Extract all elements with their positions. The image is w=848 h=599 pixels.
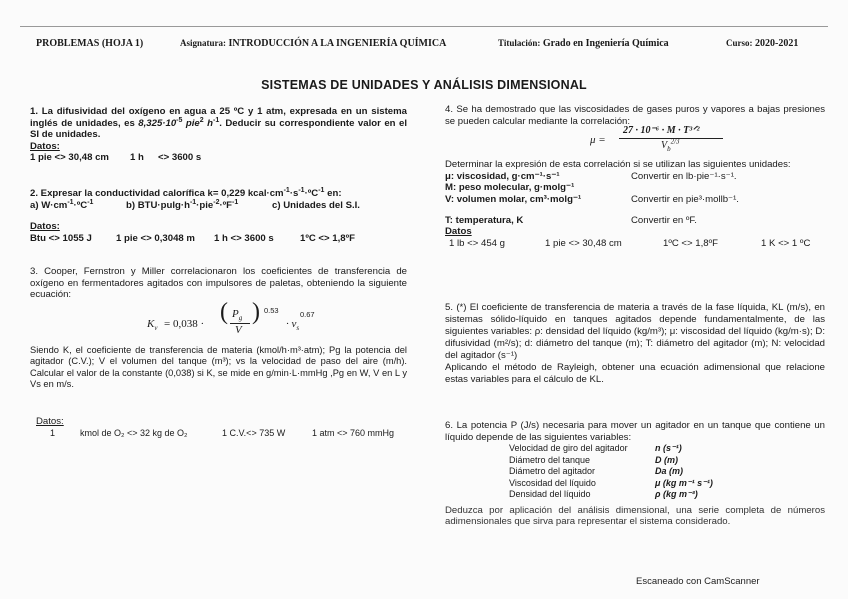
problem-2-dato: Btu <> 1055 J (30, 232, 92, 244)
p6-var (509, 478, 825, 490)
p6-var-sym: n (s⁻¹) (655, 443, 682, 454)
p6-var-sym: μ (kg m⁻¹ s⁻¹) (655, 477, 713, 488)
problem-3-datos-label: Datos: (36, 416, 64, 427)
problem-6 (445, 420, 825, 528)
page-title: SISTEMAS DE UNIDADES Y ANÁLISIS DIMENSIONAL (261, 78, 587, 92)
p6-var-name: Diámetro del tanque (509, 454, 591, 465)
problem-1-dato: 1 h (130, 152, 144, 164)
header-course-label: Curso: (726, 38, 753, 48)
problem-3-dato: kmol de O₂ <> 32 kg de O₂ (80, 427, 188, 438)
header-degree (498, 38, 669, 49)
problem-1-datos-label: Datos: (30, 140, 60, 152)
problem-4-equation (445, 127, 825, 159)
problem-3-desc: Siendo K, el coeficiente de transferencia de materia (kmol/h·m³·atm); Pg la potencia del agitador (C.V.); V el volumen del tanque (m³); vs la velocidad de paso del aire (m/h). Calcular el valor de la constante (0,038) si K, se mide en g/min·L·mmHg ,Pg en W, V en L y Vs en m/s. (30, 344, 407, 390)
problem-4-dato: 1 K <> 1 ºC (761, 237, 811, 249)
eq-const: = 0,038 · (164, 317, 205, 330)
eq-num: $P_g$ (232, 307, 243, 322)
problem-1-dato: 1 pie <> 30,48 cm (30, 152, 109, 164)
problem-3-dato: 1 (50, 427, 56, 438)
eq-lhs: $K_v$ (147, 317, 158, 332)
eq-num-p: P (232, 307, 239, 320)
problem-2-text: 2. Expresar la conductividad calorífica k= 0,229 $kcal\cdot cm^{-1}\cdot s^{-1}\cdot ºC^{-1}$ en: (30, 186, 342, 199)
problem-1-dato: <> 3600 s (158, 152, 202, 164)
p6-var-name: Velocidad de giro del agitador (509, 443, 628, 454)
p6-var (509, 455, 825, 467)
problem-2-option-a: a) $W\cdot cm^{-1}\cdot ºC^{-1}$ (30, 198, 94, 211)
problem-6-intro: 6. La potencia P (J/s) necesaria para mover un agitador en un tanque que contiene un líquido depende de las siguientes variables: (445, 420, 825, 443)
scanner-watermark: Escaneado con CamScanner (636, 576, 760, 587)
problem-2-text-c: ·ºC (304, 188, 319, 199)
problem-4-intro: 4. Se ha demostrado que las viscosidades de gases puros y vapores a bajas presiones se pueden calcular mediante la correlación: (445, 104, 825, 127)
problem-4-dato: 1ºC <> 1,8ºF (663, 237, 719, 249)
problem-2-dato: 1 pie <> 0,3048 m (116, 232, 195, 244)
problem-1-exp: -5 (176, 116, 183, 124)
problem-3 (30, 266, 407, 391)
problem-1-text: 1. La difusividad del oxígeno en agua a 25 ºC y 1 atm, expresada en un sistema inglés de unidades, es $8,325\cdot 10^{-5}$ pie$^2$ $h^{-1}$. Deducir su correspondiente valor en el SI de unidades. (30, 106, 407, 141)
p4-row (445, 171, 825, 183)
header-course (726, 38, 798, 49)
header-subject-label: Asignatura: (180, 38, 227, 48)
p6-var-name: Viscosidad del líquido (509, 477, 596, 488)
problem-3-equation (30, 298, 407, 345)
eq-v: · $v_s$ (286, 317, 300, 332)
header-degree-value: Grado en Ingeniería Química (542, 38, 669, 49)
p4-row-left: V: volumen molar, cm³·molg⁻¹ (445, 193, 582, 205)
p6-var-name: Diámetro del agitador (509, 466, 596, 477)
p4-row-right: Convertir en ºF. (631, 214, 697, 226)
problem-3-dato: 1 atm <> 760 mmHg (312, 427, 395, 438)
problem-1-value: 8,325·10 (138, 117, 177, 129)
problem-5-text2: Aplicando el método de Rayleigh, obtener una ecuación adimensional que relacione estas variables para el cálculo de KL. (445, 362, 825, 385)
problem-2 (30, 188, 407, 244)
problem-3-intro: 3. Cooper, Fernstron y Miller correlacionaron los coeficientes de transferencia de oxígeno en fermentadores agitados con impulsores de paletas, obteniendo la siguiente ecuación: (30, 266, 407, 301)
eq4-den-v: V (661, 140, 668, 152)
eq-paren-open: ( (220, 298, 228, 325)
problem-4-datos-label: Datos (445, 226, 472, 238)
problem-1-text-b: . Deducir su correspondiente valor en el SI de unidades. (30, 117, 407, 141)
problem-2-options (30, 200, 407, 212)
eq4-num: 27 · 10⁻⁶ · M · T³ᐟ² (623, 125, 700, 137)
problem-1-units2: h (203, 117, 213, 129)
p4-row-left: μ: viscosidad, g·cm⁻¹·s⁻¹ (445, 170, 560, 182)
problem-5-text: 5. (*) El coeficiente de transferencia de materia a través de la fase líquida, KL (m/s), en sistemas sólido-líquido en tanques agitados depende fundamentalmente, de las siguientes variables: ρ: densidad del líquido (kg/m³); μ: viscosidad del líquido (kg/m·s); D: difusividad (m²/s); d: diámetro del tanque (m); T: diámetro del agitador (m); N: velocidad del agitador (s⁻¹) (445, 302, 825, 361)
p6-var-sym: D (m) (655, 454, 678, 465)
p4-row (445, 215, 825, 227)
eq-paren-close: ) (252, 298, 260, 325)
header-subject (180, 38, 446, 49)
problem-4-dato: 1 pie <> 30,48 cm (545, 237, 622, 249)
problem-2-option-b: b) $BTU\cdot pulg\cdot h^{-1}\cdot pie^{-2}\cdot ºF^{-1}$ (126, 198, 239, 211)
eq4-den-exp: 2/3 (670, 137, 680, 146)
eq-exp1: 0.53 (264, 305, 279, 315)
p4-row-right: Convertir en lb·pie⁻¹·s⁻¹. (631, 170, 737, 182)
problem-2-dato: 1 h <> 3600 s (214, 232, 274, 244)
eq-den: V (235, 323, 242, 336)
problem-4-determinar: Determinar la expresión de esta correlación si se utilizan las siguientes unidades: (445, 159, 791, 171)
problem-6-vars (445, 443, 825, 501)
problem-2-text-b: ·s (289, 188, 299, 199)
p6-var-sym: Da (m) (655, 466, 684, 477)
problem-1-datos (30, 152, 407, 164)
p4-row-right: Convertir en pie³·mollb⁻¹. (631, 193, 739, 205)
p6-var (509, 466, 825, 478)
problem-3-datos (36, 428, 413, 440)
problem-6-close: Deduzca por aplicación del análisis dimensional, una serie completa de números adimensionales que sirva para representar el sistema considerado. (445, 504, 825, 528)
problem-1-text-a: 1. La difusividad del oxígeno en agua a 25 ºC y 1 atm, expresada en un sistema inglés de unidades, es (30, 106, 407, 129)
problem-4-dato: 1 lb <> 454 g (449, 237, 506, 249)
problem-2-dato: 1ºC <> 1,8ºF (300, 232, 356, 244)
p6-var-sym: ρ (kg m⁻³) (655, 489, 698, 500)
p6-var (509, 443, 825, 455)
p4-row-left: M: peso molecular, g·molg⁻¹ (445, 182, 575, 194)
problem-4-datos (445, 238, 825, 250)
problem-1 (30, 106, 407, 164)
top-rule (20, 26, 828, 27)
problem-1-units: pie (182, 117, 200, 129)
header-course-value: 2020-2021 (755, 38, 799, 49)
problem-4 (445, 104, 825, 249)
eq-v-text: · v (286, 317, 297, 330)
eq-exp2: 0.67 (300, 309, 315, 319)
p6-var (509, 489, 825, 501)
header-sheet: PROBLEMAS (HOJA 1) (36, 38, 144, 49)
problem-5 (445, 302, 825, 386)
eq4-den (661, 137, 680, 154)
p6-var-name: Densidad del líquido (509, 489, 591, 500)
eq4-mu: μ = (590, 134, 606, 147)
p4-row-left: T: temperatura, K (445, 214, 524, 226)
problem-3-datos-block (36, 416, 413, 439)
problem-2-datos-label: Datos: (30, 221, 60, 233)
p4-row (445, 194, 825, 206)
header-subject-value: INTRODUCCIÓN A LA INGENIERÍA QUÍMICA (228, 38, 447, 49)
problem-2-option-c: c) Unidades del S.I. (272, 199, 360, 211)
eq4-den-sub: b (667, 145, 671, 154)
problem-2-text-d: en: (324, 188, 342, 199)
p4-row (445, 182, 825, 194)
problem-2-text-a: 2. Expresar la conductividad calorífica k= 0,229 kcal·cm (30, 188, 284, 199)
eq-lhs-k: K (147, 317, 155, 330)
problem-3-dato: 1 C.V.<> 735 W (222, 427, 286, 438)
header-degree-label: Titulación: (498, 38, 541, 48)
problem-2-datos (30, 233, 407, 245)
